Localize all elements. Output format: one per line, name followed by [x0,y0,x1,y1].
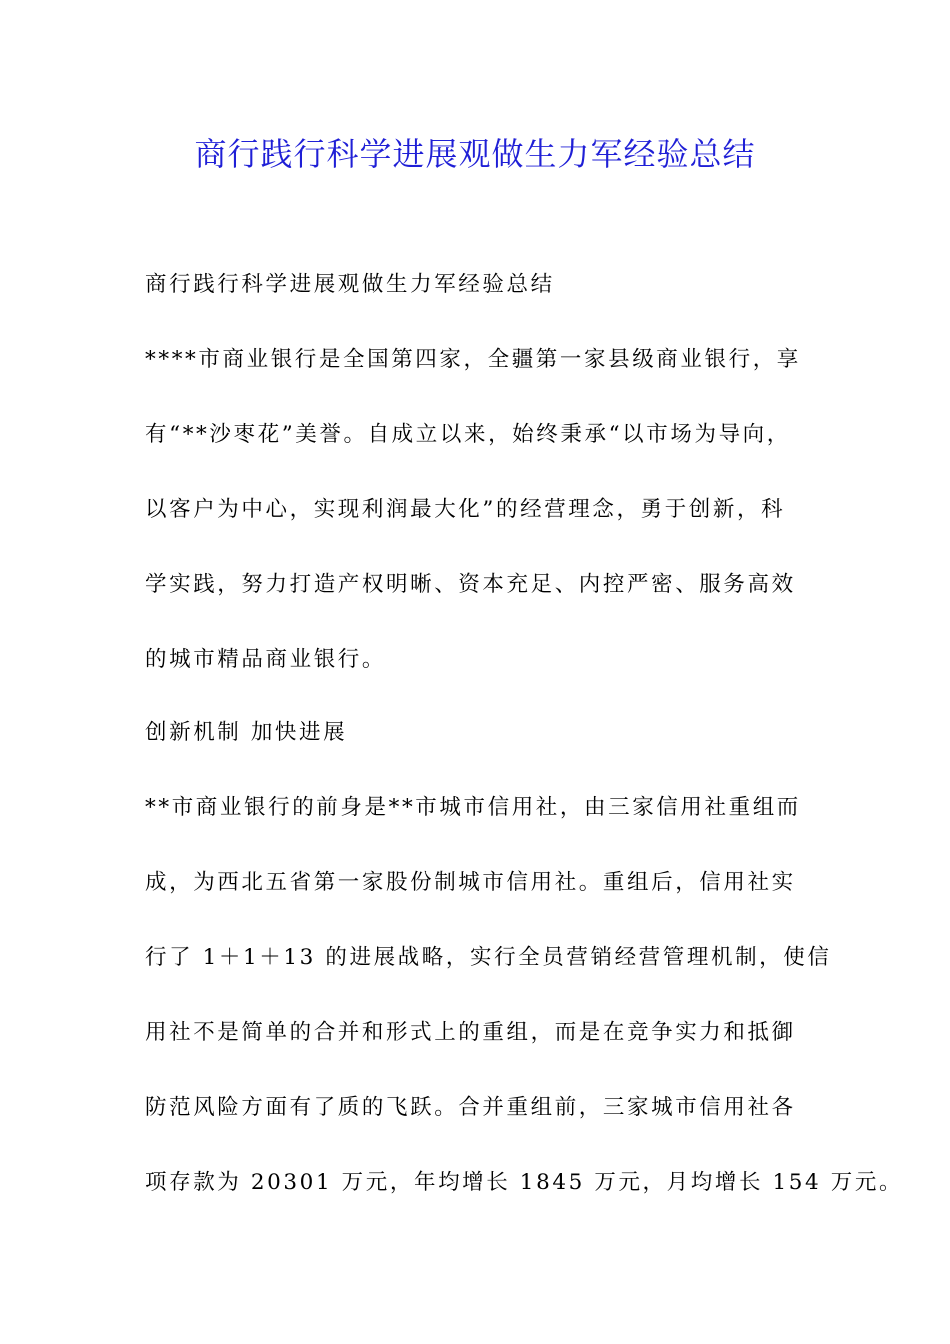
body-line: 成，为西北五省第一家股份制城市信用社。重组后，信用社实 [145,870,796,895]
body-line: 学实践，努力打造产权明晰、资本充足、内控严密、服务高效 [145,572,796,597]
body-line: 以客户为中心，实现利润最大化”的经营理念，勇于创新，科 [145,497,786,522]
section-heading: 创新机制 加快进展 [145,720,348,745]
body-line: 用社不是简单的合并和形式上的重组，而是在竞争实力和抵御 [145,1020,796,1045]
document-title: 商行践行科学进展观做生力军经验总结 [194,135,756,173]
body-line: 防范风险方面有了质的飞跃。合并重组前，三家城市信用社各 [145,1095,796,1120]
body-line: 项存款为 20301 万元，年均增长 1845 万元，月均增长 154 万元。 [145,1170,904,1195]
body-line: 有“**沙枣花”美誉。自成立以来，始终秉承“以市场为导向， [145,422,791,447]
body-line: 行了 1＋1＋13 的进展战略，实行全员营销经营管理机制，使信 [145,945,832,970]
body-line: 的城市精品商业银行。 [145,647,387,672]
paragraph-heading-line: 商行践行科学进展观做生力军经验总结 [145,272,555,297]
body-line: ****市商业银行是全国第四家，全疆第一家县级商业银行，享 [145,347,801,372]
body-line: **市商业银行的前身是**市城市信用社，由三家信用社重组而 [145,795,801,820]
